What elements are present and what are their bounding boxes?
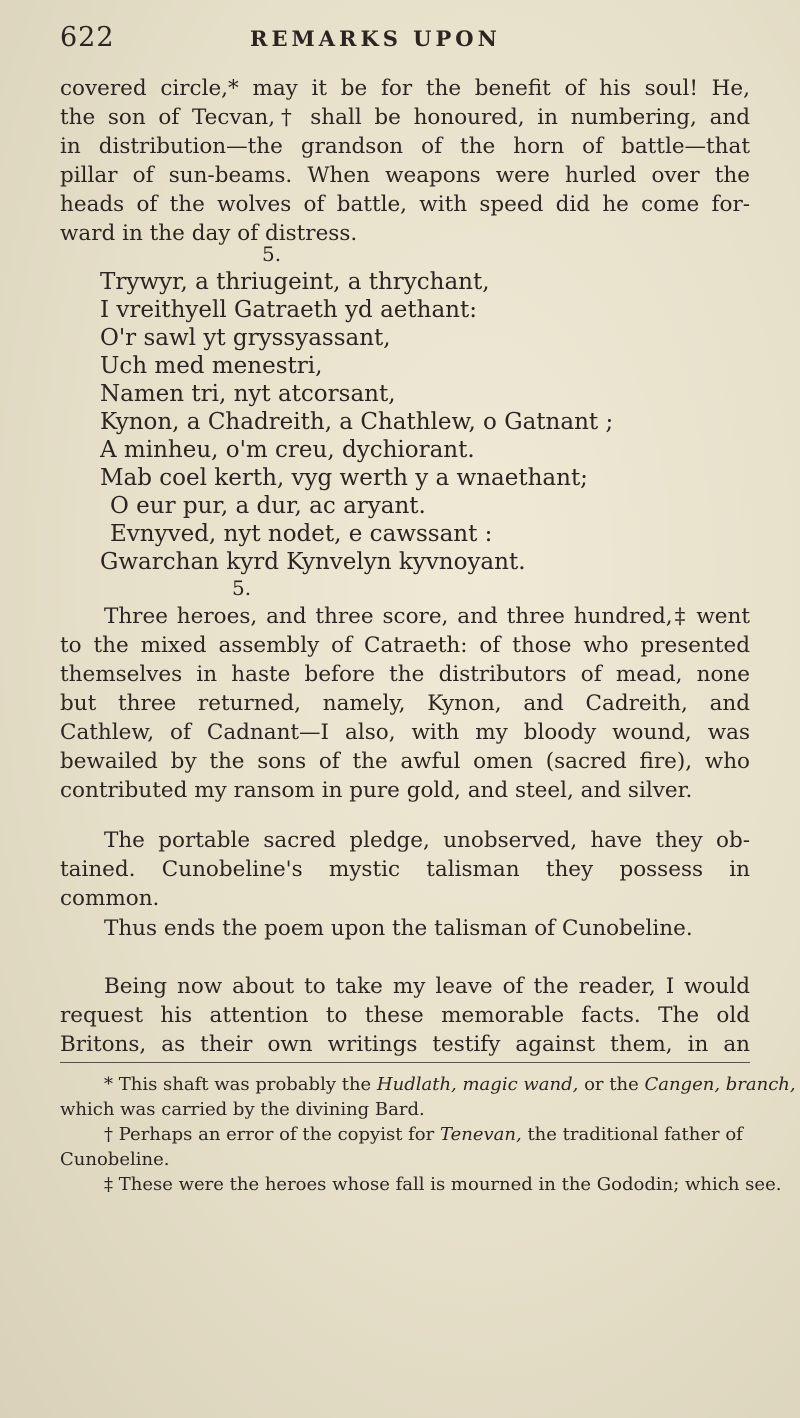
footnote [60,1072,796,1097]
text-line: contributed my ransom in pure gold, and steel, and silver. [60,778,693,803]
footnote [60,1172,782,1197]
text-line: common. [60,886,160,911]
final-paragraph [60,972,750,1059]
verse-line: I vreithyell Gatraeth yd aethant: [100,297,477,323]
footnote-marker: † [104,1124,113,1145]
welsh-stanza [100,268,720,576]
pledge-paragraph [60,826,750,913]
text-line: request his attention to these memorable facts. The old [60,1003,750,1028]
translation-number: 5. [232,576,252,600]
text-line: Britons, as their own writings testify against them, in an [60,1032,750,1057]
translation-paragraph [60,602,750,805]
footnote-continuation: which was carried by the divining Bard. [60,1099,425,1120]
footnote-continuation: Cunobeline. [60,1149,170,1170]
text-line: covered circle,* may it be for the benefit of his soul! He, [60,76,750,101]
verse-line: O'r sawl yt gryssyassant, [100,325,391,351]
footnote-divider [60,1062,750,1063]
verse-line: Evnyved, nyt nodet, e cawssant : [110,521,493,547]
footnote-italic: Hudlath, magic wand, [376,1074,579,1095]
page-number: 622 [60,22,115,53]
footnote-text: the traditional father of [521,1124,743,1145]
text-line: Being now about to take my leave of the reader, I would [104,974,750,999]
footnote [60,1122,750,1147]
footnotes [60,1072,796,1197]
text-line: pillar of sun-beams. When weapons were hurled over the [60,163,750,188]
text-line: to the mixed assembly of Catraeth: of those who presented [60,633,750,658]
footnote-marker: ‡ [104,1174,113,1195]
text-line: Three heroes, and three score, and three hundred,‡ went [104,604,750,629]
footnote-italic: Tenevan, [439,1124,522,1145]
text-line: ward in the day of distress. [60,221,358,246]
verse-line: O eur pur, a dur, ac aryant. [110,493,426,519]
text-line: heads of the wolves of battle, with speed did he come for- [60,192,750,217]
text-line: The portable sacred pledge, unobserved, have they ob- [104,828,750,853]
text-line: in distribution—the grandson of the horn of battle—that [60,134,750,159]
text-line: the son of Tecvan,† shall be honoured, in numbering, and [60,105,750,130]
page-header [60,22,740,54]
text-line: tained. Cunobeline's mystic talisman they possess in [60,857,750,882]
text-line: bewailed by the sons of the awful omen (sacred fire), who [60,749,750,774]
verse-line: Kynon, a Chadreith, a Chathlew, o Gatnant ; [100,409,614,435]
footnote-text: These were the heroes whose fall is mourned in the Gododin; which see. [118,1174,782,1195]
text-line: themselves in haste before the distributors of mead, none [60,662,750,687]
verse-line: Trywyr, a thriugeint, a thrychant, [100,269,490,295]
footnote-text: This shaft was probably the [118,1074,377,1095]
intro-paragraph [60,74,750,248]
verse-line: Mab coel kerth, vyg werth y a wnaethant; [100,465,588,491]
verse-line: A minheu, o'm creu, dychiorant. [100,437,475,463]
verse-line: Namen tri, nyt atcorsant, [100,381,396,407]
welsh-stanza-number: 5. [262,242,282,266]
running-head: REMARKS UPON [250,26,501,51]
closing-line [60,914,750,943]
footnote-italic: Cangen, branch, [644,1074,796,1095]
text-line: Thus ends the poem upon the talisman of Cunobeline. [104,916,693,941]
footnote-text: Perhaps an error of the copyist for [118,1124,440,1145]
footnote-marker: * [104,1074,113,1095]
verse-line: Uch med menestri, [100,353,323,379]
text-line: but three returned, namely, Kynon, and Cadreith, and [60,691,750,716]
footnote-text: or the [578,1074,645,1095]
text-line: Cathlew, of Cadnant—I also, with my bloody wound, was [60,720,750,745]
verse-line: Gwarchan kyrd Kynvelyn kyvnoyant. [100,549,526,575]
